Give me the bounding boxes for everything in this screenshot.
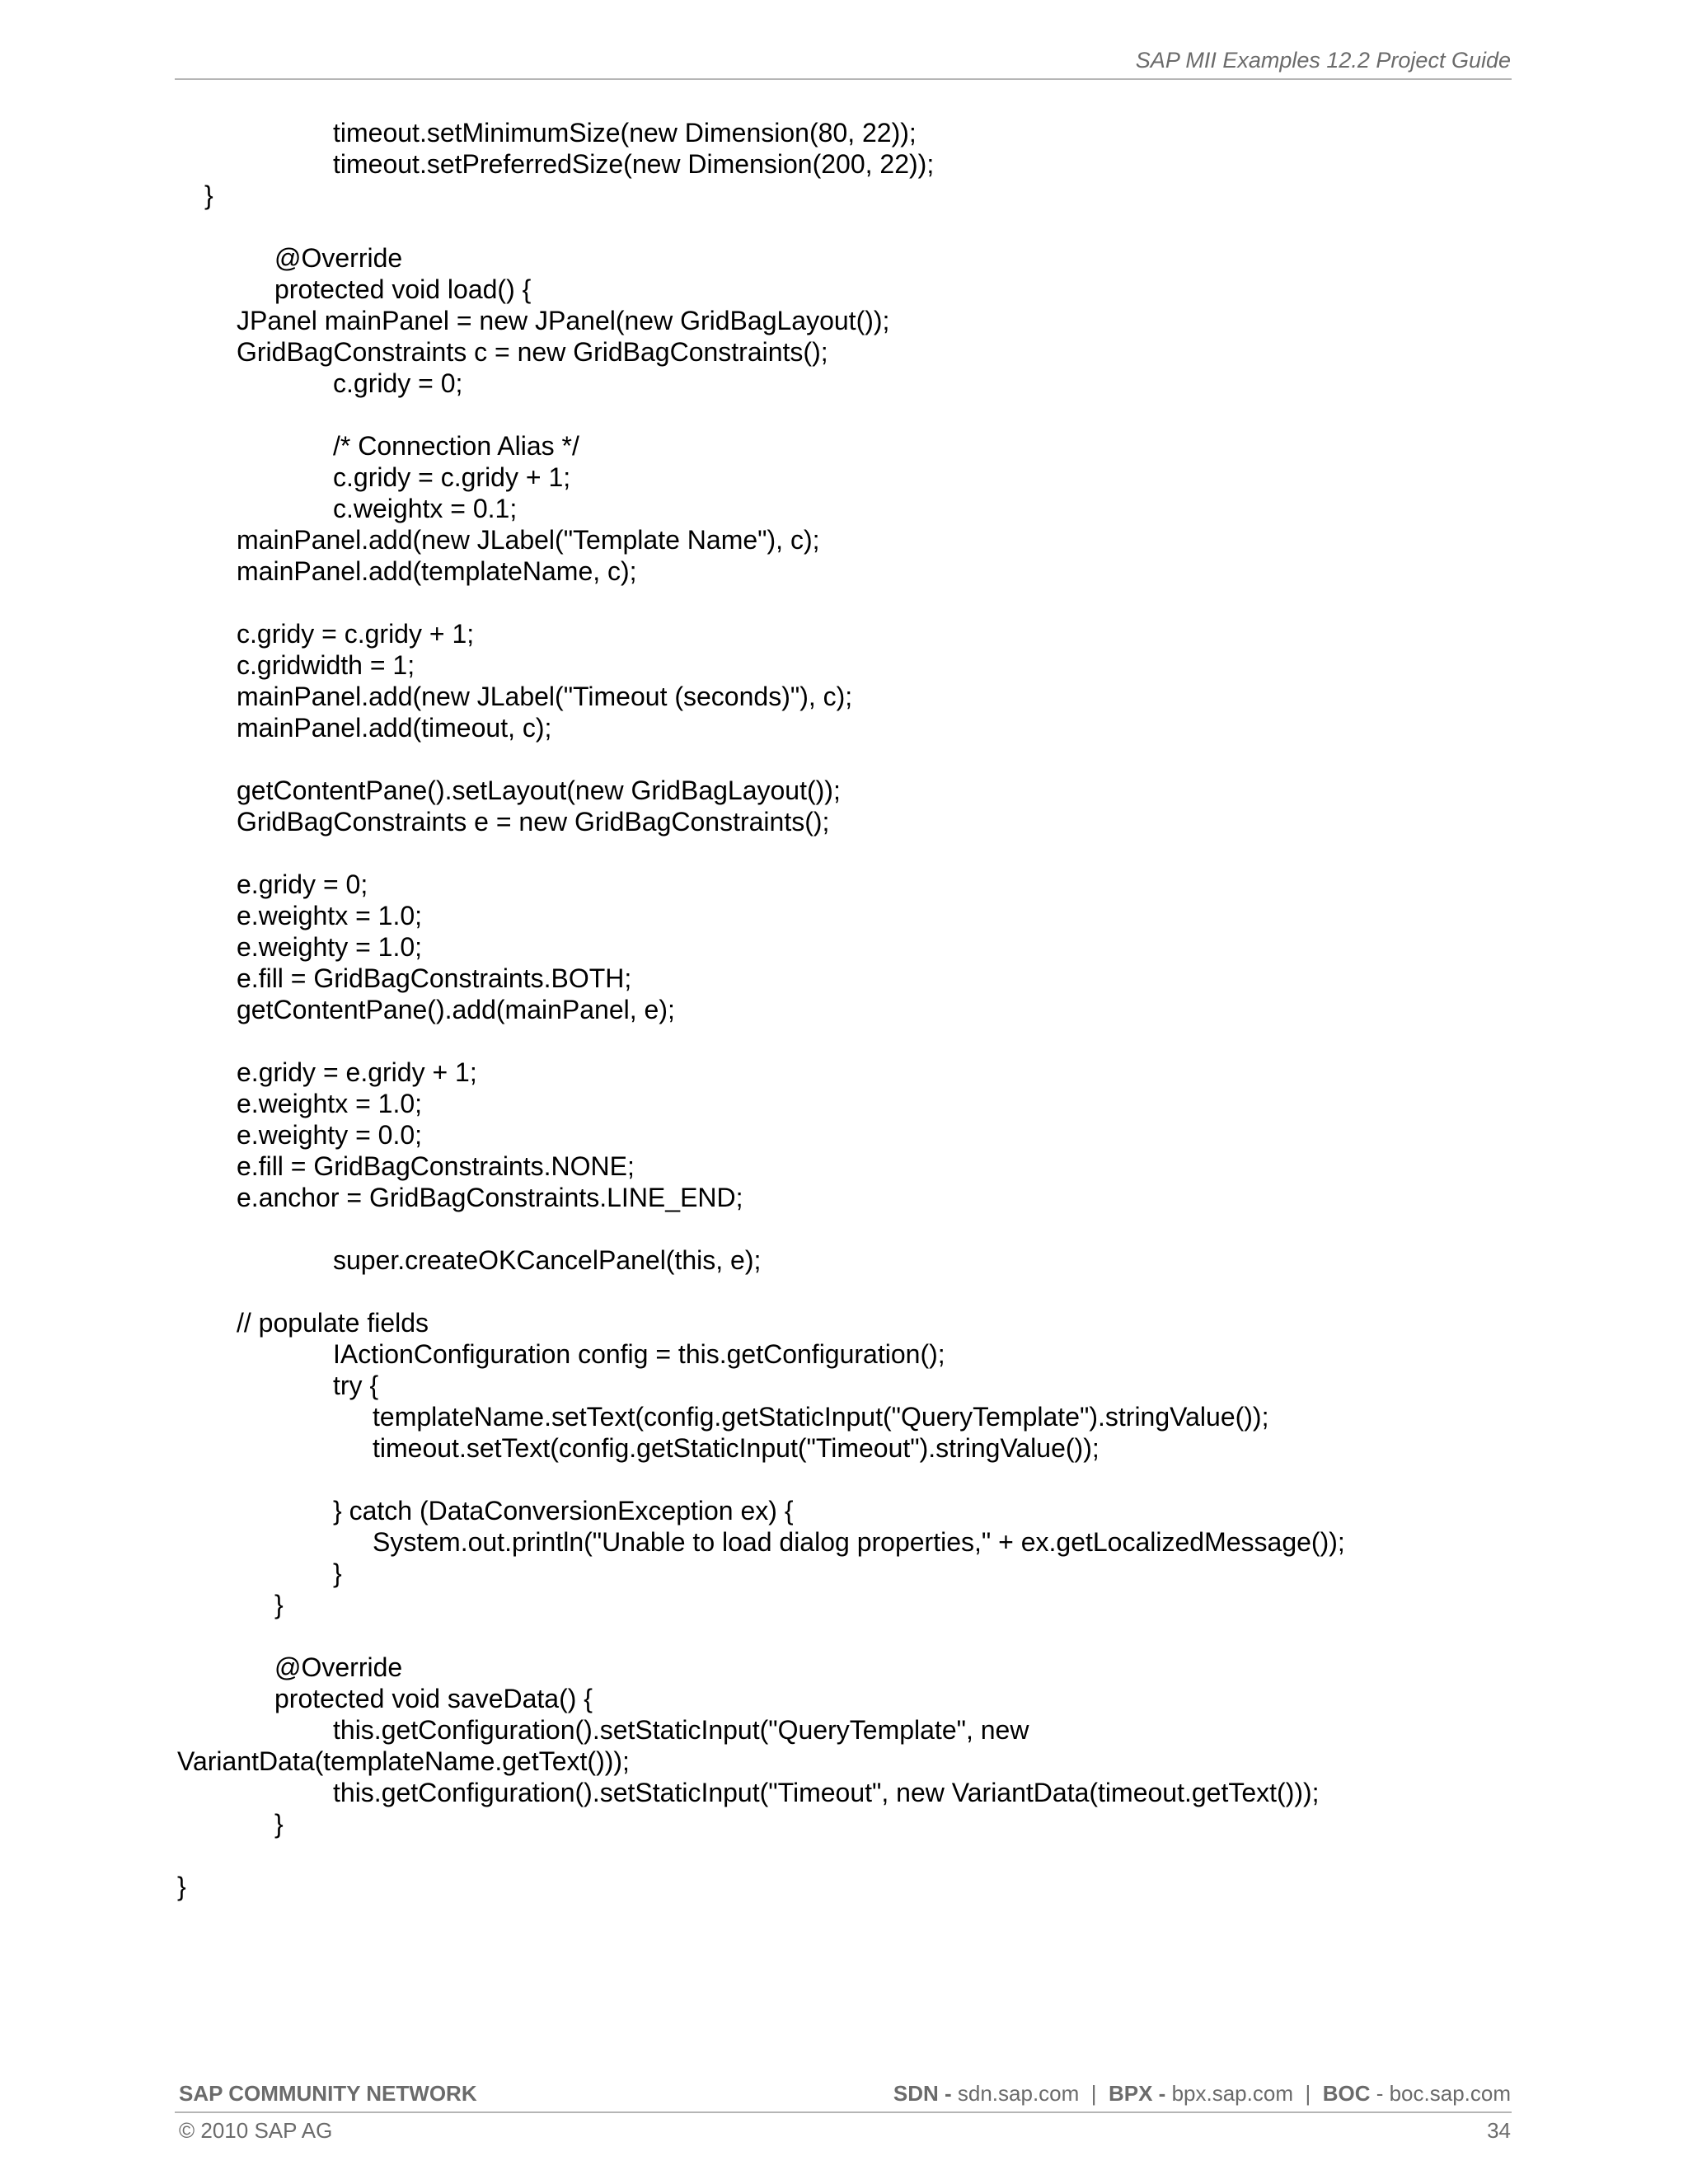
code-line: timeout.setText(config.getStaticInput("Timeout").stringValue()); [373, 1433, 1100, 1463]
code-line: @Override [274, 243, 403, 273]
code-line: c.gridy = c.gridy + 1; [237, 619, 475, 649]
code-line: c.gridy = c.gridy + 1; [333, 462, 571, 492]
code-line: mainPanel.add(new JLabel("Template Name"), c); [237, 525, 820, 555]
footer-link-label: SDN - [893, 2081, 952, 2106]
footer-links [893, 2081, 1511, 2107]
code-line: } [177, 1872, 186, 1901]
code-line: e.fill = GridBagConstraints.BOTH; [237, 963, 632, 993]
code-line: try { [333, 1371, 379, 1400]
footer-separator: | [1305, 2081, 1311, 2106]
code-line: e.weightx = 1.0; [237, 901, 423, 930]
code-line: /* Connection Alias */ [333, 431, 579, 461]
code-line: e.gridy = 0; [237, 869, 368, 899]
code-line: e.weighty = 0.0; [237, 1120, 423, 1150]
code-line: GridBagConstraints c = new GridBagConstraints(); [237, 337, 828, 367]
document-title: SAP MII Examples 12.2 Project Guide [1135, 48, 1511, 73]
code-line: mainPanel.add(templateName, c); [237, 556, 637, 586]
code-line: VariantData(templateName.getText())); [177, 1746, 630, 1776]
code-line: mainPanel.add(timeout, c); [237, 713, 552, 743]
copyright: © 2010 SAP AG [179, 2118, 333, 2143]
footer-link-boc[interactable]: - boc.sap.com [1376, 2081, 1511, 2106]
code-line: e.weightx = 1.0; [237, 1089, 423, 1118]
code-line: protected void load() { [274, 274, 532, 304]
footer-separator: | [1090, 2081, 1097, 2106]
code-line: } catch (DataConversionException ex) { [333, 1496, 794, 1526]
footer-link-label: BOC [1322, 2081, 1371, 2106]
footer-organization: SAP COMMUNITY NETWORK [179, 2081, 477, 2106]
code-line: e.gridy = e.gridy + 1; [237, 1057, 477, 1087]
code-line: getContentPane().add(mainPanel, e); [237, 995, 675, 1024]
page-number: 34 [1487, 2118, 1511, 2143]
code-line: GridBagConstraints e = new GridBagConstraints(); [237, 807, 830, 837]
code-line: this.getConfiguration().setStaticInput("QueryTemplate", new [333, 1715, 1029, 1745]
code-line: super.createOKCancelPanel(this, e); [333, 1245, 762, 1275]
code-line: this.getConfiguration().setStaticInput("Timeout", new VariantData(timeout.getText())); [333, 1778, 1320, 1807]
code-line: } [274, 1809, 284, 1839]
code-line: c.gridwidth = 1; [237, 650, 415, 680]
code-line: // populate fields [237, 1308, 429, 1338]
code-line: timeout.setMinimumSize(new Dimension(80, 22)); [333, 118, 917, 148]
code-line: JPanel mainPanel = new JPanel(new GridBagLayout()); [237, 306, 890, 335]
footer-divider [175, 2111, 1512, 2113]
code-line: e.weighty = 1.0; [237, 932, 423, 962]
code-line: c.weightx = 0.1; [333, 494, 518, 523]
code-line: timeout.setPreferredSize(new Dimension(200, 22)); [333, 149, 935, 179]
footer-link-sdn[interactable]: sdn.sap.com [957, 2081, 1080, 2106]
code-line: e.fill = GridBagConstraints.NONE; [237, 1151, 635, 1181]
code-line: IActionConfiguration config = this.getConfiguration(); [333, 1339, 945, 1369]
code-line: @Override [274, 1652, 403, 1682]
code-line: templateName.setText(config.getStaticInput("QueryTemplate").stringValue()); [373, 1402, 1269, 1432]
code-line: c.gridy = 0; [333, 368, 463, 398]
code-line: } [204, 180, 213, 210]
footer-link-bpx[interactable]: bpx.sap.com [1171, 2081, 1293, 2106]
code-line: System.out.println("Unable to load dialog properties," + ex.getLocalizedMessage()); [373, 1527, 1345, 1557]
header-divider [175, 78, 1512, 80]
code-line: e.anchor = GridBagConstraints.LINE_END; [237, 1183, 743, 1212]
code-line: protected void saveData() { [274, 1684, 593, 1713]
code-line: getContentPane().setLayout(new GridBagLayout()); [237, 776, 841, 805]
code-line: mainPanel.add(new JLabel("Timeout (seconds)"), c); [237, 682, 853, 711]
footer-link-label: BPX - [1109, 2081, 1166, 2106]
code-line: } [274, 1590, 284, 1619]
code-line: } [333, 1558, 342, 1588]
